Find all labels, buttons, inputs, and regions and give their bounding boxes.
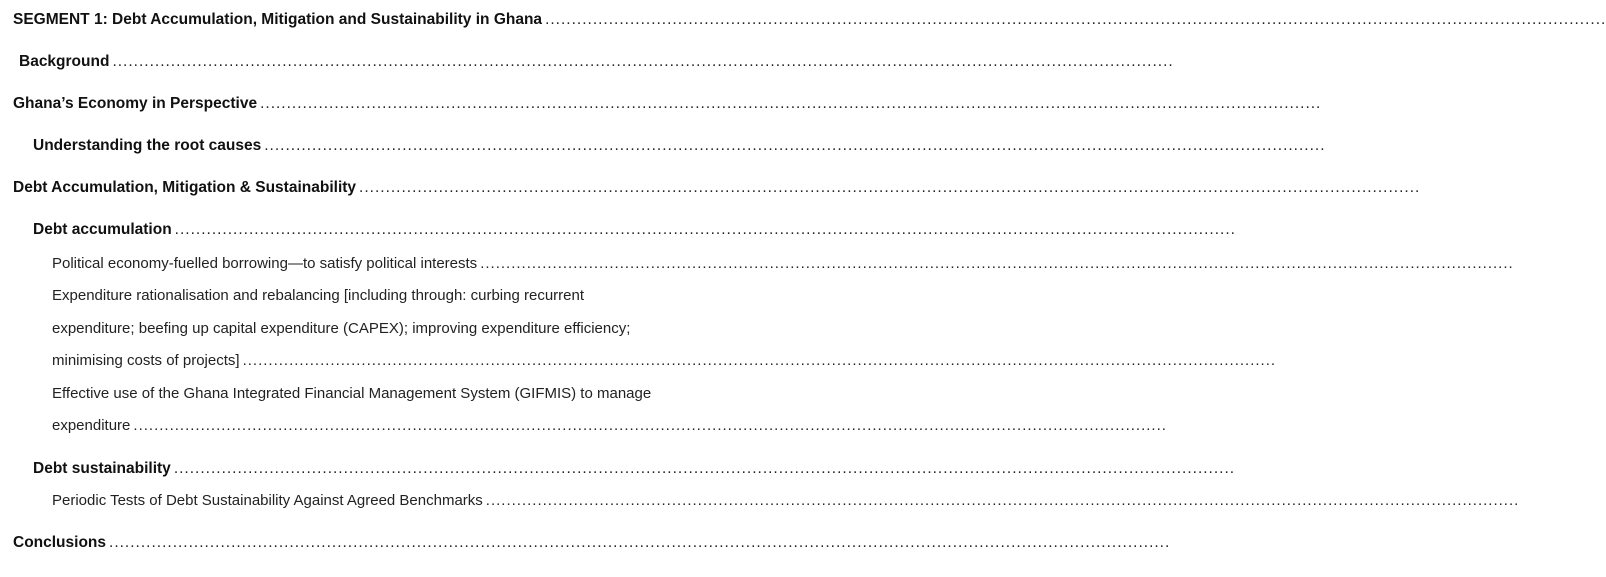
- toc-entry-segment-1[interactable]: [0, 6, 1606, 30]
- toc-entry-label: Debt accumulation: [33, 221, 172, 238]
- dot-leader: ........................................................................................................................................................................................................: [242, 352, 1277, 369]
- toc-entry-label: minimising costs of projects]: [52, 352, 240, 369]
- toc-entry-expenditure-line-3[interactable]: [0, 347, 1277, 371]
- toc-entry-debt-accumulation[interactable]: [0, 216, 1236, 240]
- toc-entry-label: Background: [19, 53, 110, 70]
- toc-entry-debt-ams[interactable]: [0, 174, 1421, 198]
- toc-entry-label: expenditure: [52, 417, 131, 434]
- toc-entry-root-causes[interactable]: [0, 132, 1326, 156]
- toc-entry-label: Conclusions: [13, 534, 107, 551]
- toc-entry-expenditure-line-2[interactable]: expenditure; beefing up capital expenditure (CAPEX); improving expenditure efficiency;: [52, 320, 631, 337]
- dot-leader: ........................................................................................................................................................................................................: [109, 534, 1171, 551]
- toc-entry-ghana-economy[interactable]: [0, 90, 1322, 114]
- toc-entry-debt-sustainability[interactable]: [0, 455, 1236, 479]
- dot-leader: ........................................................................................................................................................................................................: [485, 492, 1520, 509]
- toc-entry-label: Debt Accumulation, Mitigation & Sustainability: [13, 179, 357, 196]
- toc-entry-label: Understanding the root causes: [33, 137, 262, 154]
- toc-entry-expenditure-line-1[interactable]: Expenditure rationalisation and rebalancing [including through: curbing recurrent: [52, 287, 585, 304]
- dot-leader: ........................................................................................................................................................................................................: [174, 221, 1236, 238]
- dot-leader: ........................................................................................................................................................................................................: [359, 179, 1421, 196]
- toc-entry-label: Ghana’s Economy in Perspective: [13, 95, 258, 112]
- toc-entry-gifmis-line-1[interactable]: Effective use of the Ghana Integrated Financial Management System (GIFMIS) to manage: [52, 385, 652, 402]
- toc-entry-label: Debt sustainability: [33, 460, 171, 477]
- dot-leader: ........................................................................................................................................................................................................: [133, 417, 1167, 434]
- toc-entry-label: Political economy-fuelled borrowing—to satisfy political interests: [52, 255, 478, 272]
- toc-entry-political-borrowing[interactable]: [0, 250, 1514, 274]
- dot-leader: ........................................................................................................................................................................................................: [260, 95, 1322, 112]
- toc-entry-background[interactable]: [0, 48, 1174, 72]
- dot-leader: ........................................................................................................................................................................................................: [173, 460, 1236, 477]
- toc-entry-conclusions[interactable]: [0, 529, 1171, 553]
- toc-entry-label: SEGMENT 1: Debt Accumulation, Mitigation and Sustainability in Ghana: [13, 11, 543, 28]
- toc-entry-gifmis-line-2[interactable]: [0, 412, 1167, 436]
- dot-leader: ........................................................................................................................................................................................................: [545, 11, 1606, 28]
- dot-leader: ........................................................................................................................................................................................................: [112, 53, 1174, 70]
- dot-leader: ........................................................................................................................................................................................................: [480, 255, 1514, 272]
- dot-leader: ........................................................................................................................................................................................................: [264, 137, 1326, 154]
- toc-entry-periodic-tests[interactable]: [0, 487, 1520, 511]
- toc-entry-label: Periodic Tests of Debt Sustainability Against Agreed Benchmarks: [52, 492, 483, 509]
